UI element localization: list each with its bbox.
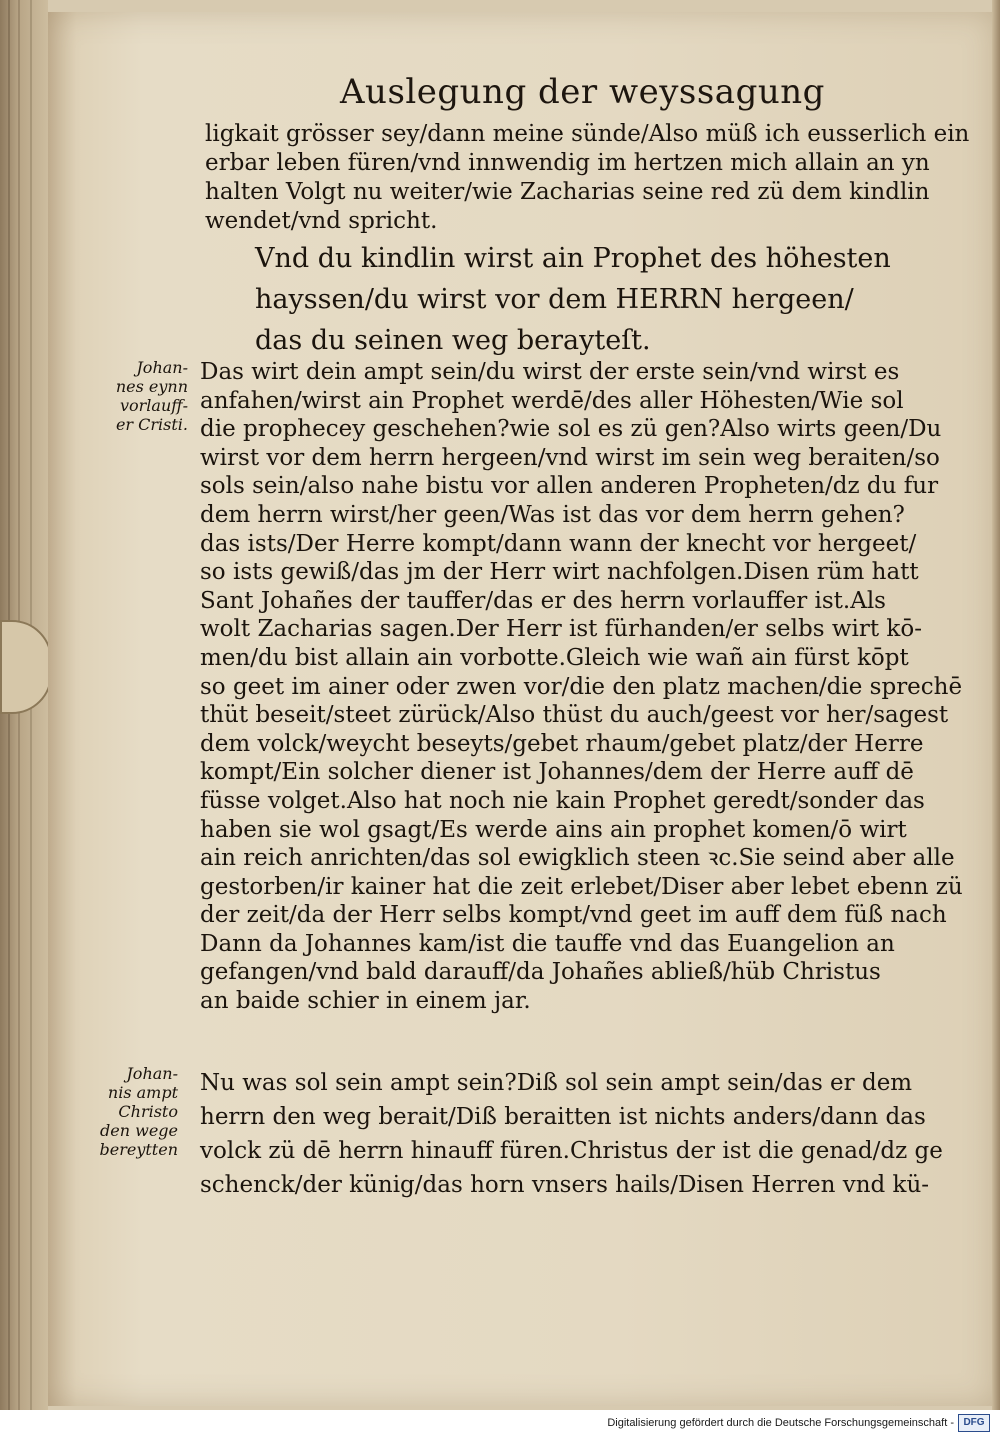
margin-line: nis ampt: [107, 1083, 178, 1102]
text-line: men/du bist allain ain vorbotte.Gleich wie wañ ain fürst kōpt: [200, 644, 909, 671]
text-line: wirst vor dem herrn hergeen/vnd wirst im sein weg beraiten/so: [200, 444, 940, 471]
text-line: ain reich anrichten/das sol ewigklich steen ꝛc.Sie seind aber alle: [200, 845, 955, 872]
text-line: ligkait grösser sey/dann meine sünde/Also müß ich eusserlich ein: [205, 121, 970, 147]
margin-line: er Cristi.: [115, 415, 188, 434]
text-line: das ists/Der Herre kompt/dann wann der knecht vor hergeet/: [200, 530, 917, 557]
margin-note: [78, 1064, 178, 1159]
text-line: sols sein/also nahe bistu vor allen anderen Propheten/dz du fur: [200, 473, 939, 500]
text-line: dem herrn wirst/her geen/Was ist das vor dem herrn gehen?: [200, 501, 905, 528]
text-line: halten Volgt nu weiter/wie Zacharias seine red zü dem kindlin: [205, 179, 930, 205]
margin-line: Johan-: [126, 1064, 178, 1083]
text-line: wolt Zacharias sagen.Der Herr ist fürhanden/er selbs wirt kō-: [200, 616, 922, 643]
text-line: Sant Johañes der tauffer/das er des herrn vorlauffer ist.Als: [200, 587, 886, 614]
text-line: wendet/vnd spricht.: [205, 208, 438, 234]
text-line: haben sie wol gsagt/Es werde ains ain prophet komen/ō wirt: [200, 816, 907, 843]
text-line: Das wirt dein ampt sein/du wirst der erste sein/vnd wirst es: [200, 359, 900, 385]
text-line: an baide schier in einem jar.: [200, 988, 531, 1015]
margin-line: vorlauff-: [119, 396, 188, 415]
text-line: füsse volget.Also hat noch nie kain Prophet geredt/sonder das: [200, 787, 925, 814]
margin-note: [88, 358, 188, 434]
body-paragraph: [200, 1066, 943, 1202]
margin-line: den wege: [100, 1121, 178, 1140]
intro-paragraph: [205, 120, 969, 236]
text-line: Dann da Johannes kam/ist die tauffe vnd das Euangelion an: [200, 930, 895, 957]
body-paragraph: [200, 358, 963, 1016]
margin-line: nes eynn: [115, 377, 188, 396]
text-line: gestorben/ir kainer hat die zeit erlebet/Diser aber lebet ebenn zü: [200, 873, 963, 900]
text-line: so ists gewiß/das jm der Herr wirt nachfolgen.Disen rüm hatt: [200, 559, 919, 586]
scripture-quote-heading: [255, 238, 891, 361]
text-line: gefangen/vnd bald darauff/da Johañes abließ/hüb Christus: [200, 959, 881, 986]
margin-line: bereytten: [99, 1140, 178, 1159]
text-line: so geet im ainer oder zwen vor/die den platz machen/die sprechē: [200, 673, 963, 700]
funding-credit: Digitalisierung gefördert durch die Deutsche Forschungsgemeinschaft -: [607, 1417, 954, 1429]
text-line: dem volck/weycht beseyts/gebet rhaum/gebet platz/der Herre: [200, 730, 924, 757]
dfg-logo: DFG: [958, 1414, 990, 1432]
text-line: volck zü dē herrn hinauff füren.Christus der ist die genad/dz ge: [200, 1138, 943, 1164]
margin-line: Christo: [118, 1102, 178, 1121]
text-line: anfahen/wirst ain Prophet werdē/des aller Höhesten/Wie sol: [200, 387, 904, 414]
text-line: herrn den weg berait/Diß beraitten ist nichts anders/dann das: [200, 1104, 926, 1130]
text-line: das du seinen weg berayteſt.: [255, 325, 651, 356]
running-head: Auslegung der weyssagung: [340, 72, 825, 112]
margin-line: Johan-: [136, 358, 188, 377]
text-line: Vnd du kindlin wirst ain Prophet des höhesten: [255, 243, 891, 274]
text-line: hayssen/du wirst vor dem HERRN hergeen/: [255, 284, 854, 315]
text-line: die prophecey geschehen?wie sol es zü gen?Also wirts geen/Du: [200, 416, 942, 443]
text-line: thüt beseit/steet zürück/Also thüst du auch/geest vor her/sagest: [200, 702, 949, 729]
text-line: Nu was sol sein ampt sein?Diß sol sein ampt sein/das er dem: [200, 1070, 913, 1096]
text-line: erbar leben füren/vnd innwendig im hertzen mich allain an yn: [205, 150, 930, 176]
page-right-edge: [992, 0, 1000, 1410]
text-line: kompt/Ein solcher diener ist Johannes/dem der Herre auff dē: [200, 759, 914, 786]
text-line: schenck/der künig/das horn vnsers hails/Disen Herren vnd kü-: [200, 1172, 930, 1198]
text-line: der zeit/da der Herr selbs kompt/vnd geet im auff dem füß nach: [200, 902, 947, 929]
